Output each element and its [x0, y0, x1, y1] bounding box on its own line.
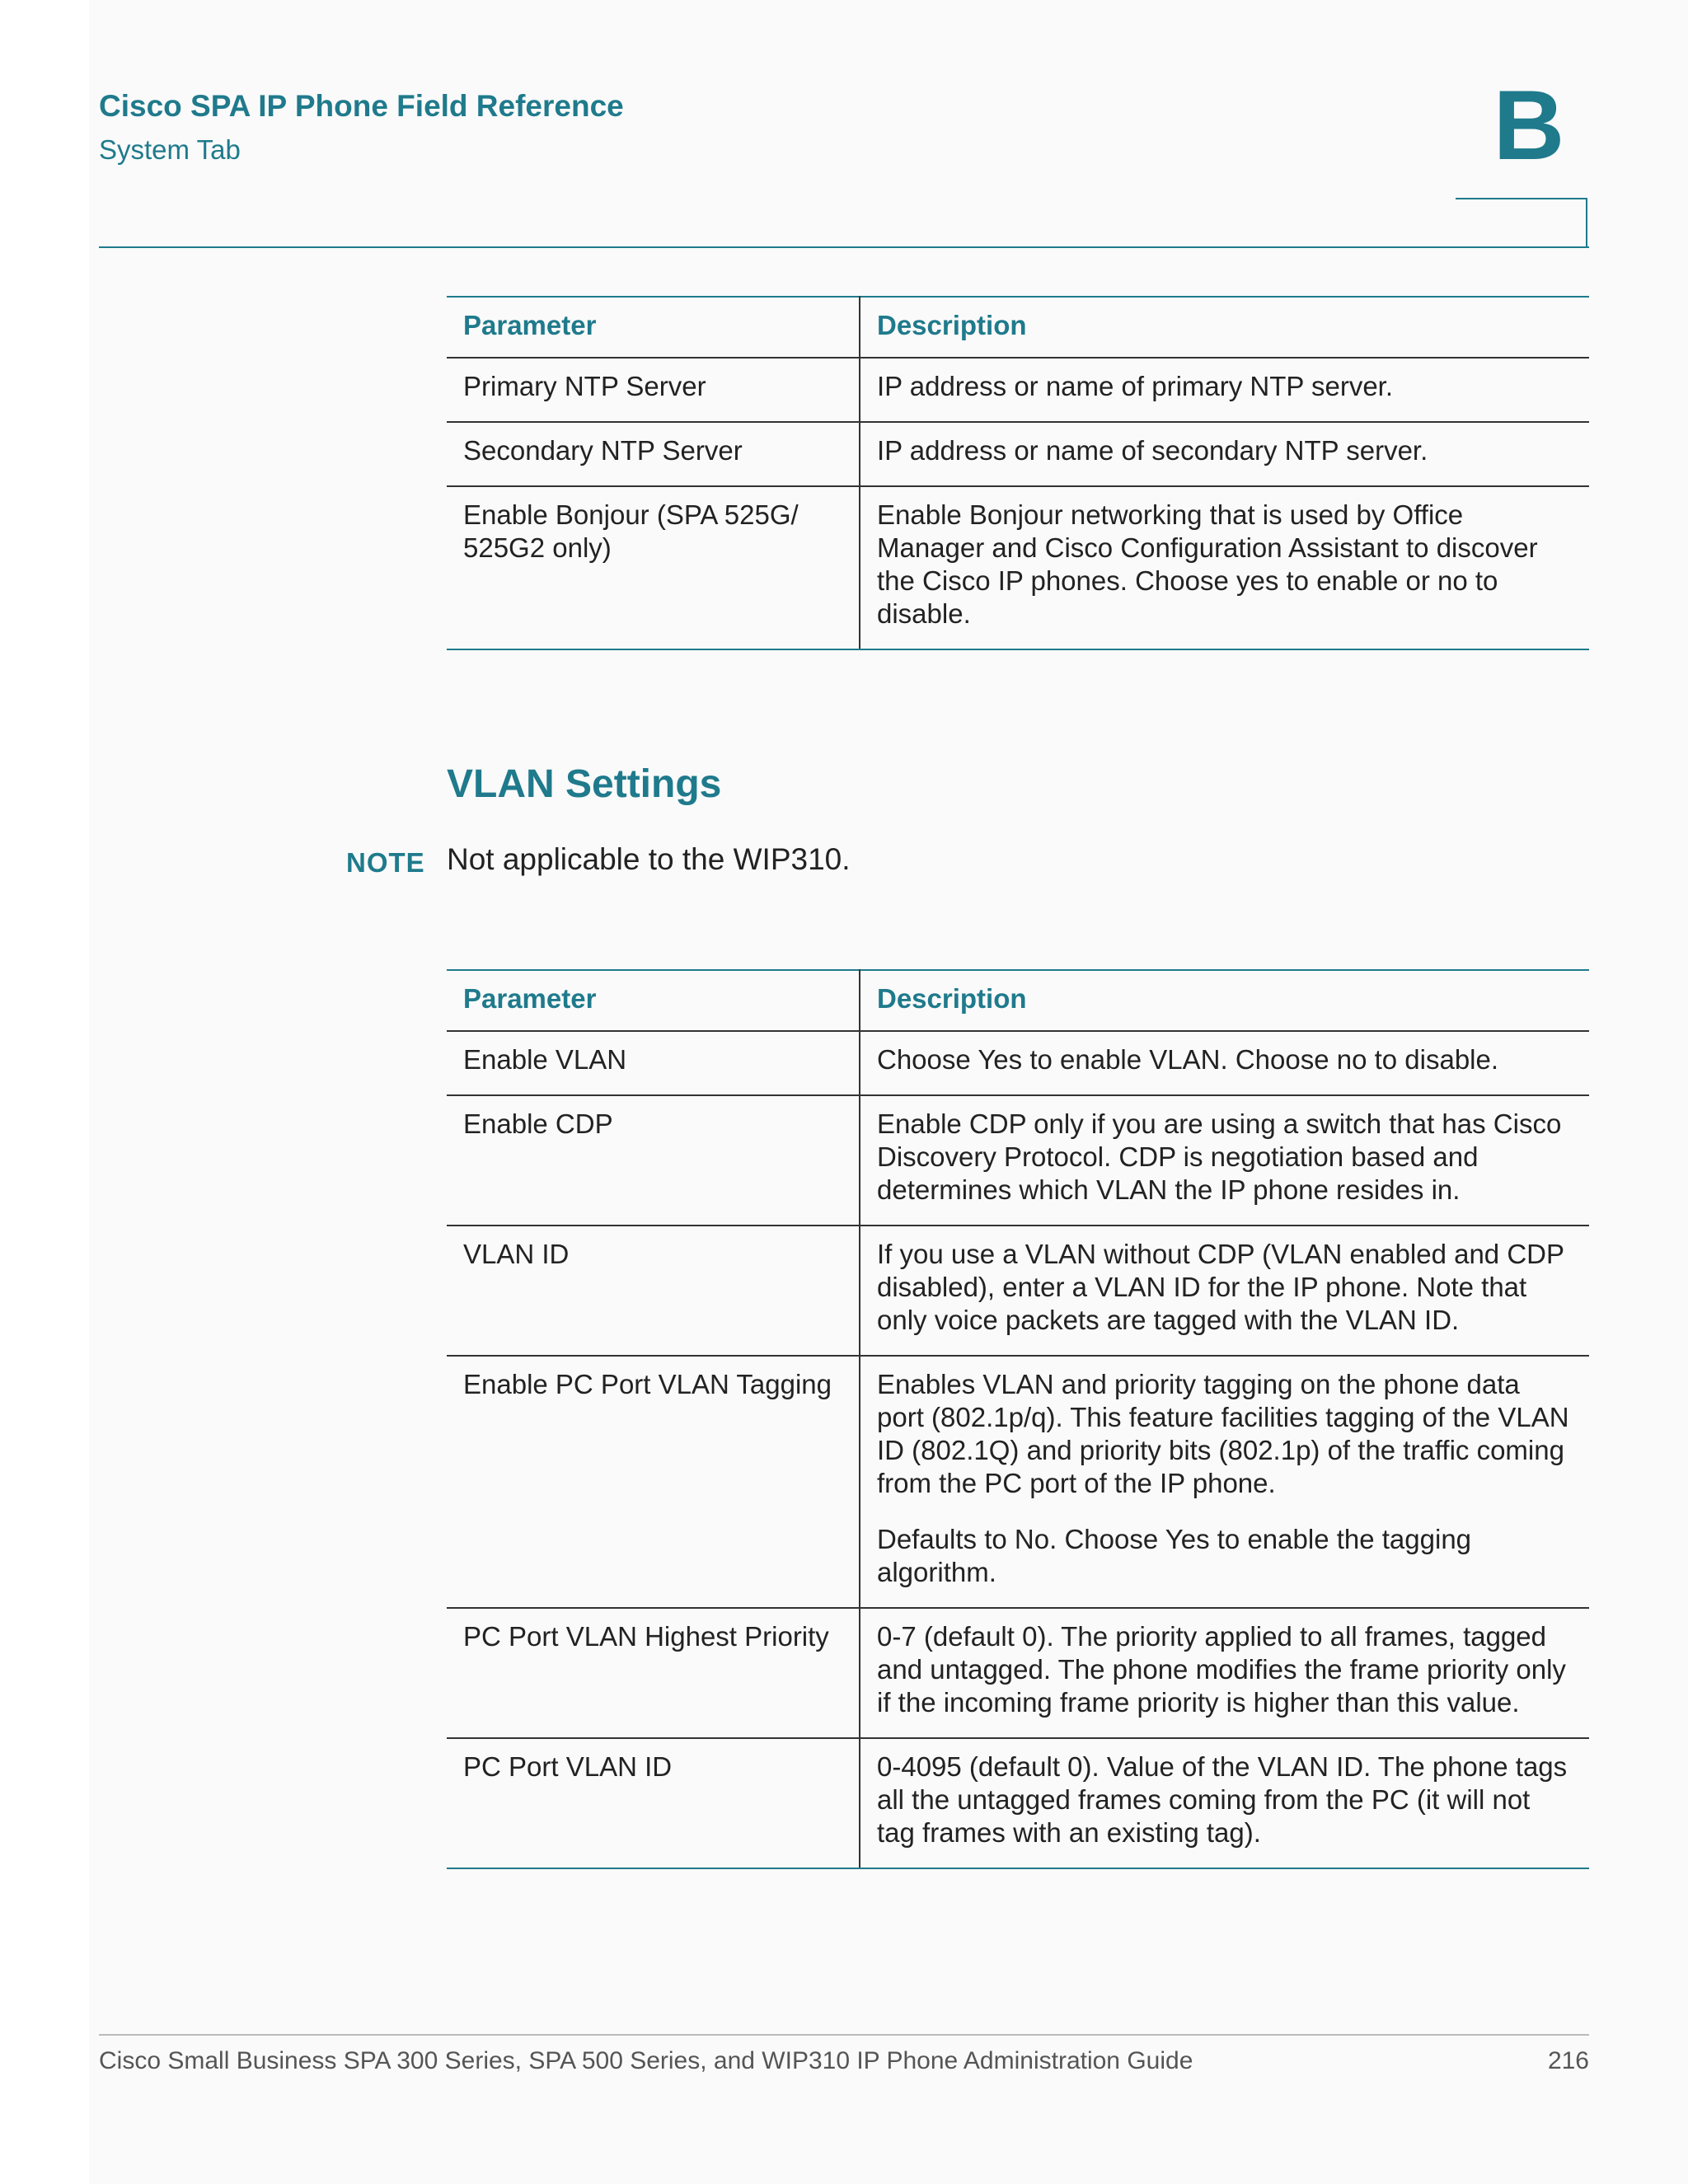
- footer-guide-title: Cisco Small Business SPA 300 Series, SPA 500 Series, and WIP310 IP Phone Administration Guide: [99, 2047, 1193, 2074]
- table-row: [447, 1031, 1589, 1095]
- table-row: [447, 358, 1589, 422]
- parameter-cell: PC Port VLAN Highest Priority: [447, 1608, 860, 1738]
- description-cell: Enable Bonjour networking that is used by Office Manager and Cisco Configuration Assistant to discover the Cisco IP phones. Choose yes to enable or no to disable.: [860, 486, 1589, 649]
- parameter-cell: Enable PC Port VLAN Tagging: [447, 1356, 860, 1608]
- table-header-row: [447, 970, 1589, 1031]
- description-cell: 0-4095 (default 0). Value of the VLAN ID. The phone tags all the untagged frames coming from the PC (it will not tag frames with an existing tag).: [860, 1738, 1589, 1868]
- note-label: NOTE: [346, 847, 425, 878]
- description-cell: Choose Yes to enable VLAN. Choose no to disable.: [860, 1031, 1589, 1095]
- parameter-cell: Primary NTP Server: [447, 358, 860, 422]
- column-header-description: Description: [860, 970, 1589, 1031]
- description-paragraph: Defaults to No. Choose Yes to enable the tagging algorithm.: [877, 1524, 1472, 1587]
- chapter-title: Cisco SPA IP Phone Field Reference: [99, 89, 624, 123]
- header-divider: [99, 246, 1589, 248]
- table-row: [447, 1356, 1589, 1608]
- system-tab-parameter-table: [447, 296, 1589, 650]
- column-header-parameter: Parameter: [447, 297, 860, 358]
- column-header-description: Description: [860, 297, 1589, 358]
- parameter-cell: Enable VLAN: [447, 1031, 860, 1095]
- appendix-letter: B: [1493, 70, 1565, 180]
- table-row: [447, 422, 1589, 486]
- section-heading: VLAN Settings: [447, 762, 722, 806]
- description-cell: [860, 1356, 1589, 1608]
- page-number: 216: [1547, 2047, 1589, 2074]
- appendix-tab-frame: [1456, 198, 1587, 247]
- column-header-parameter: Parameter: [447, 970, 860, 1031]
- description-cell: If you use a VLAN without CDP (VLAN enabled and CDP disabled), enter a VLAN ID for the IP phone. Note that only voice packets are tagged with the VLAN ID.: [860, 1226, 1589, 1356]
- parameter-cell: PC Port VLAN ID: [447, 1738, 860, 1868]
- footer-divider: [99, 2034, 1589, 2036]
- table-row: [447, 1738, 1589, 1868]
- vlan-settings-parameter-table: [447, 969, 1589, 1869]
- parameter-cell: Enable CDP: [447, 1095, 860, 1226]
- description-paragraph: Enables VLAN and priority tagging on the phone data port (802.1p/q). This feature facilities tagging of the VLAN ID (802.1Q) and priority bits (802.1p) of the traffic coming from the PC port of the IP phone.: [877, 1369, 1569, 1498]
- description-cell: IP address or name of secondary NTP server.: [860, 422, 1589, 486]
- description-cell: Enable CDP only if you are using a switch that has Cisco Discovery Protocol. CDP is negotiation based and determines which VLAN the IP phone resides in.: [860, 1095, 1589, 1226]
- table-row: [447, 1226, 1589, 1356]
- description-cell: 0-7 (default 0). The priority applied to all frames, tagged and untagged. The phone modifies the frame priority only if the incoming frame priority is higher than this value.: [860, 1608, 1589, 1738]
- section-subtitle: System Tab: [99, 134, 241, 165]
- table-row: [447, 1608, 1589, 1738]
- description-cell: IP address or name of primary NTP server.: [860, 358, 1589, 422]
- table-row: [447, 1095, 1589, 1226]
- parameter-cell: VLAN ID: [447, 1226, 860, 1356]
- table-header-row: [447, 297, 1589, 358]
- note-text: Not applicable to the WIP310.: [447, 842, 851, 876]
- parameter-cell: Secondary NTP Server: [447, 422, 860, 486]
- parameter-cell: Enable Bonjour (SPA 525G/ 525G2 only): [447, 486, 860, 649]
- table-row: [447, 486, 1589, 649]
